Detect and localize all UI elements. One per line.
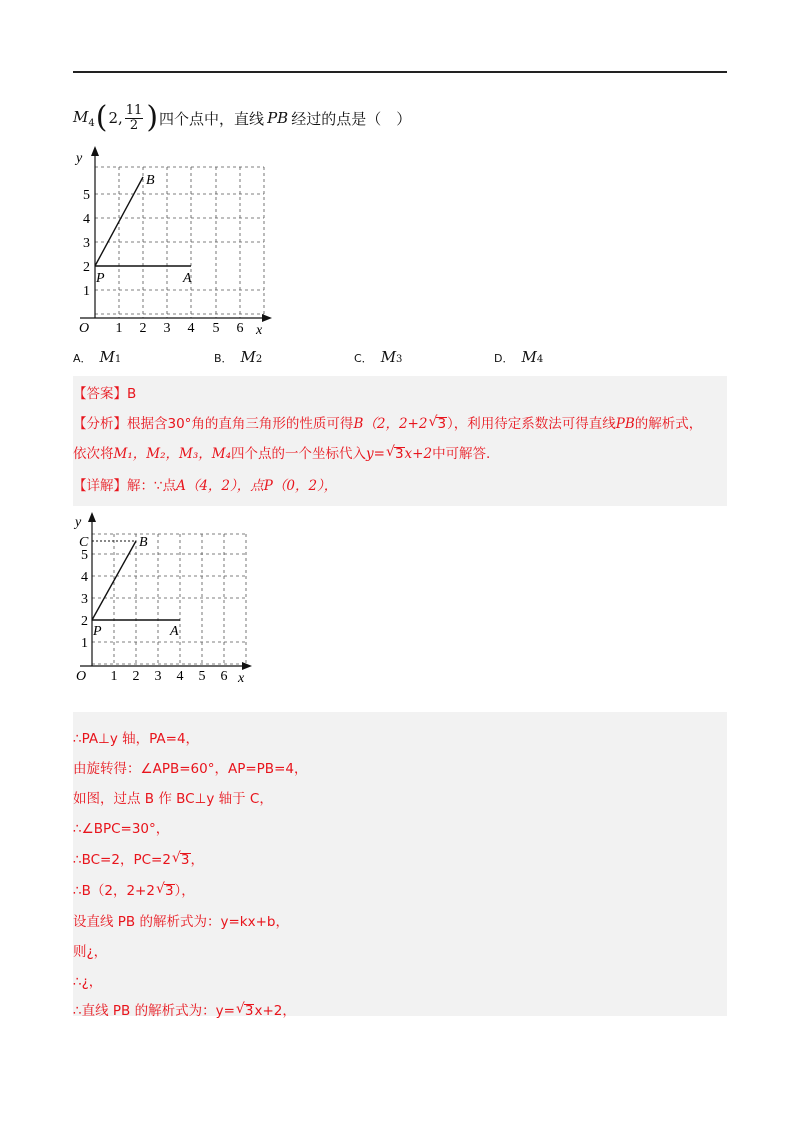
analysis-line-2: 依次将M₁，M₂，M₃，M₄四个点的一个坐标代入y=√ 3x+2中可解答. <box>73 442 490 462</box>
coord-fraction: $\frac{11}{2}$ <box>125 102 143 133</box>
svg-text:5: 5 <box>83 188 90 203</box>
svg-text:2: 2 <box>139 321 147 336</box>
svg-text:4: 4 <box>187 321 195 336</box>
svg-text:2: 2 <box>81 614 88 629</box>
detail-line: 【详解】解：∵点A（4，2），点P（0，2）， <box>73 478 338 494</box>
answer-line: 【答案】B <box>73 386 137 402</box>
svg-text:3: 3 <box>154 669 162 684</box>
coordinate-graph-1 <box>70 142 280 342</box>
y-axis-label-2: y <box>75 515 82 530</box>
question-text: 四个点中，直线 <box>159 109 265 128</box>
svg-text:3: 3 <box>163 321 171 336</box>
svg-text:4: 4 <box>83 212 90 227</box>
point-b-label-2: B <box>139 535 148 550</box>
svg-text:2: 2 <box>83 260 90 275</box>
header-rule <box>73 71 727 73</box>
point-a-label-2: A <box>170 624 179 639</box>
line-name: PB <box>267 109 289 127</box>
svg-text:3: 3 <box>83 236 90 251</box>
solution-line-4: ∴∠BPC=30°， <box>73 821 170 837</box>
left-paren: ( <box>95 100 108 135</box>
solution-line-10: ∴直线 PB 的解析式为：y=√ 3x+2， <box>73 999 296 1019</box>
solution-line-5: ∴BC=2，PC=2√ 3， <box>73 848 204 868</box>
svg-text:5: 5 <box>81 548 88 563</box>
point-p-label-2: P <box>93 624 102 639</box>
x-axis-label: x <box>256 323 263 338</box>
point-b-label: B <box>146 173 155 188</box>
svg-text:5: 5 <box>212 321 220 336</box>
question-end: 经过的点是（ ） <box>291 109 412 128</box>
svg-text:3: 3 <box>81 592 88 607</box>
solution-line-7: 设直线 PB 的解析式为：y=kx+b， <box>73 914 289 930</box>
point-p-label: P <box>96 271 105 286</box>
solution-line-6: ∴B（2，2+2√ 3）， <box>73 879 195 899</box>
solution-line-3: 如图，过点 B 作 BC⊥y 轴于 C， <box>73 791 273 807</box>
option-d[interactable]: D． M 4 <box>494 348 544 366</box>
svg-text:2: 2 <box>132 669 140 684</box>
solution-line-8: 则¿， <box>73 944 108 960</box>
y-axis-label: y <box>76 151 83 166</box>
option-b[interactable]: B． M 2 <box>214 348 263 366</box>
svg-text:6: 6 <box>236 321 244 336</box>
svg-text:1: 1 <box>83 284 90 299</box>
analysis-line-1: 【分析】根据含30°角的直角三角形的性质可得B（2，2+2√ 3），利用待定系数法可得直线PB的解析式， <box>73 412 702 432</box>
coord-x: 2 <box>108 109 118 127</box>
answer-value: B <box>127 386 137 402</box>
x-axis-label-2: x <box>238 671 245 686</box>
svg-text:1: 1 <box>81 636 88 651</box>
right-paren: ) <box>146 100 159 135</box>
svg-text:1: 1 <box>115 321 123 336</box>
svg-text:1: 1 <box>110 669 118 684</box>
solution-line-1: ∴PA⊥y 轴，PA=4， <box>73 731 200 747</box>
solution-line-9: ∴¿， <box>73 974 103 990</box>
solution-line-2: 由旋转得：∠APB=60°，AP=PB=4， <box>73 761 308 777</box>
option-a[interactable]: A． M 1 <box>73 348 122 366</box>
svg-text:4: 4 <box>81 570 88 585</box>
point-a-label: A <box>183 271 192 286</box>
option-c[interactable]: C． M 3 <box>354 348 403 366</box>
svg-text:5: 5 <box>198 669 206 684</box>
origin-label-2: O <box>76 669 87 684</box>
origin-label: O <box>79 321 90 336</box>
svg-text:4: 4 <box>176 669 184 684</box>
point-m-symbol: $M_4$ <box>73 107 95 129</box>
point-c-label: C <box>79 535 89 550</box>
svg-text:6: 6 <box>220 669 228 684</box>
question-stem: $M_4$ ( 2 , $\frac{11}{2}$ ) 四个点中，直线 PB 经过的点是（ ） <box>73 100 412 135</box>
coordinate-graph-2 <box>70 504 280 704</box>
